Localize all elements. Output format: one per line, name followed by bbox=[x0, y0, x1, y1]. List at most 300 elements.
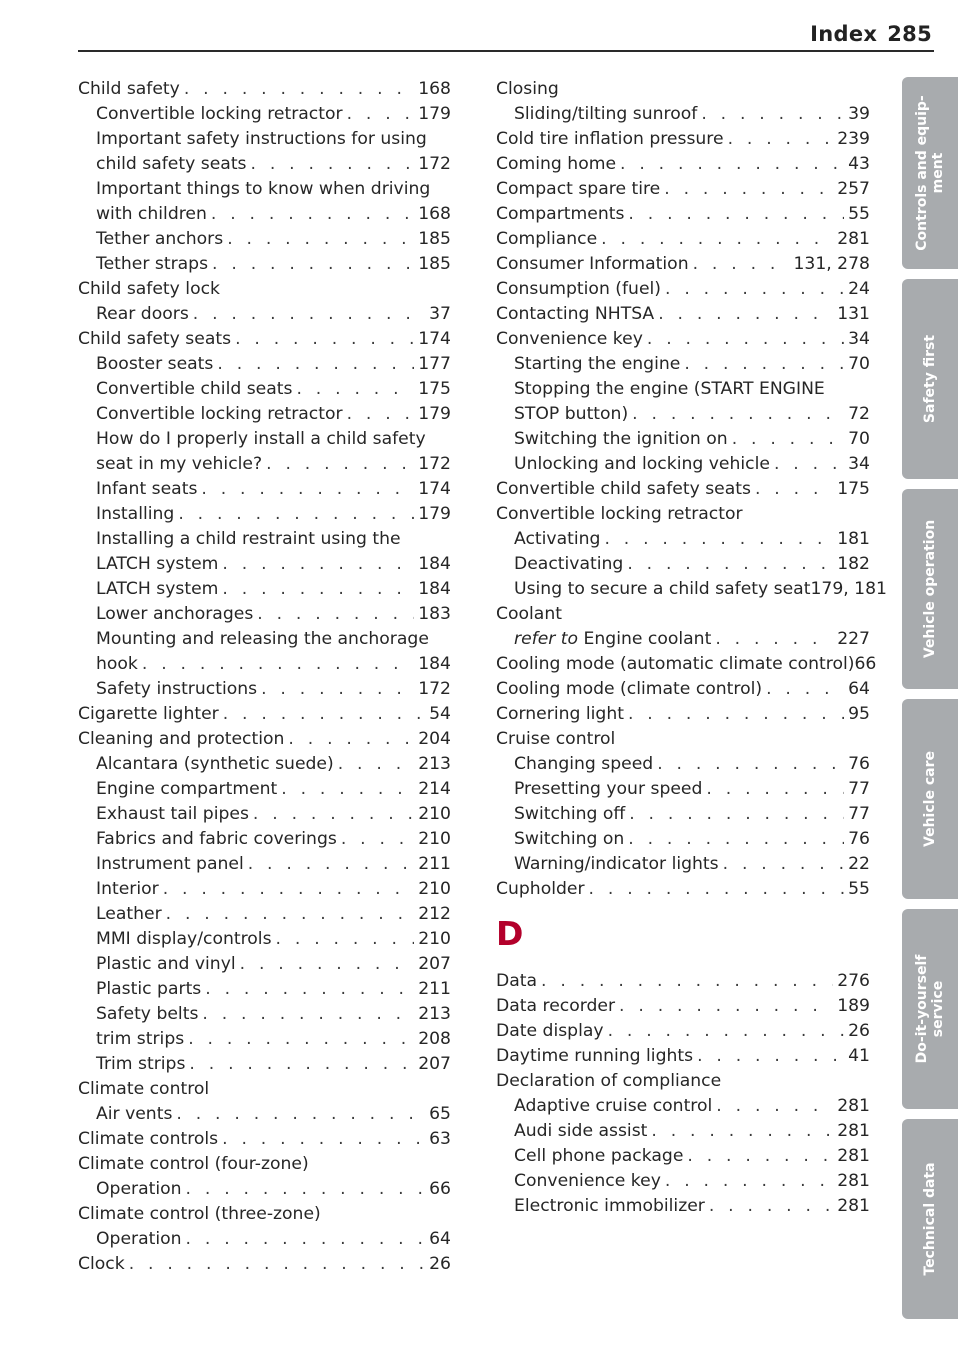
dot-leader bbox=[253, 802, 414, 827]
page-reference: 210 bbox=[418, 829, 451, 849]
page-reference: 70 bbox=[848, 429, 870, 449]
page-reference: 131, 278 bbox=[793, 254, 870, 274]
index-subentry bbox=[78, 502, 451, 527]
dot-leader bbox=[222, 552, 414, 577]
page-reference: 24 bbox=[848, 279, 870, 299]
dot-leader bbox=[709, 1194, 833, 1219]
page-reference: 95 bbox=[848, 704, 870, 724]
dot-leader bbox=[202, 1002, 414, 1027]
index-term: Cooling mode (automatic climate control) bbox=[496, 654, 855, 674]
index-subentry bbox=[78, 1027, 451, 1052]
dot-leader bbox=[341, 827, 414, 852]
index-entry bbox=[496, 727, 870, 752]
index-subentry bbox=[496, 1119, 870, 1144]
page-reference: 281 bbox=[837, 1096, 870, 1116]
index-subentry bbox=[496, 802, 870, 827]
index-entry bbox=[78, 1152, 451, 1177]
dot-leader bbox=[647, 327, 844, 352]
page-reference: 179 bbox=[418, 104, 451, 124]
index-term: Consumption (fuel) bbox=[496, 279, 662, 299]
index-subentry bbox=[78, 827, 451, 852]
index-subentry bbox=[78, 802, 451, 827]
dot-leader bbox=[347, 402, 415, 427]
index-term: Child safety seats bbox=[78, 329, 232, 349]
index-term: Mounting and releasing the anchorage bbox=[96, 629, 429, 649]
index-entry bbox=[78, 1252, 451, 1277]
index-term: Daytime running lights bbox=[496, 1046, 694, 1066]
dot-leader bbox=[658, 302, 833, 327]
index-term: Important safety instructions for using bbox=[96, 129, 427, 149]
page-reference: 41 bbox=[848, 1046, 870, 1066]
page-reference: 184 bbox=[418, 554, 451, 574]
index-subentry bbox=[78, 177, 451, 202]
index-term: Rear doors bbox=[96, 304, 189, 324]
chapter-tab-label: Safety first bbox=[922, 334, 938, 424]
page-reference: 208 bbox=[418, 1029, 451, 1049]
index-term: Compliance bbox=[496, 229, 598, 249]
index-term: Climate controls bbox=[78, 1129, 219, 1149]
index-subentry bbox=[78, 552, 451, 577]
index-term: Coolant bbox=[496, 604, 562, 624]
index-term-text: Engine coolant bbox=[578, 629, 712, 649]
index-term: Operation bbox=[96, 1179, 182, 1199]
index-term: Alcantara (synthetic suede) bbox=[96, 754, 334, 774]
dot-leader bbox=[651, 1119, 833, 1144]
index-subentry bbox=[78, 202, 451, 227]
dot-leader bbox=[657, 752, 844, 777]
index-term: child safety seats bbox=[96, 154, 247, 174]
page-reference: 204 bbox=[418, 729, 451, 749]
index-entry bbox=[78, 277, 451, 302]
index-subentry bbox=[78, 1002, 451, 1027]
page-reference: 26 bbox=[429, 1254, 451, 1274]
dot-leader bbox=[281, 777, 414, 802]
page-reference: 175 bbox=[418, 379, 451, 399]
page-reference: 213 bbox=[418, 754, 451, 774]
index-term: Air vents bbox=[96, 1104, 173, 1124]
index-subentry bbox=[496, 1194, 870, 1219]
index-subentry bbox=[496, 827, 870, 852]
index-term: Trim strips bbox=[96, 1054, 186, 1074]
index-subentry bbox=[78, 1227, 451, 1252]
index-entry bbox=[496, 602, 870, 627]
chapter-tab[interactable] bbox=[902, 1119, 958, 1319]
page-reference: 185 bbox=[418, 229, 451, 249]
index-entry bbox=[496, 1019, 870, 1044]
dot-leader bbox=[601, 227, 833, 252]
index-term: Safety belts bbox=[96, 1004, 199, 1024]
index-term: Cell phone package bbox=[514, 1146, 684, 1166]
page-reference: 22 bbox=[848, 854, 870, 874]
index-subentry bbox=[496, 1094, 870, 1119]
page-reference: 207 bbox=[418, 954, 451, 974]
index-subentry bbox=[496, 402, 870, 427]
index-entry bbox=[78, 1202, 451, 1227]
dot-leader bbox=[248, 852, 414, 877]
dot-leader bbox=[261, 677, 414, 702]
page-reference: 212 bbox=[418, 904, 451, 924]
index-entry bbox=[496, 877, 870, 902]
page-reference: 66 bbox=[429, 1179, 451, 1199]
index-term: Warning/indicator lights bbox=[514, 854, 719, 874]
dot-leader bbox=[217, 352, 414, 377]
index-entry bbox=[78, 1127, 451, 1152]
index-letter-heading: D bbox=[496, 914, 524, 953]
page-reference: 43 bbox=[848, 154, 870, 174]
dot-leader bbox=[732, 427, 844, 452]
index-term: STOP button) bbox=[514, 404, 629, 424]
index-term: Important things to know when driving bbox=[96, 179, 431, 199]
index-subentry bbox=[496, 427, 870, 452]
dot-leader bbox=[227, 227, 414, 252]
index-term: Clock bbox=[78, 1254, 125, 1274]
index-term: Contacting NHTSA bbox=[496, 304, 655, 324]
dot-leader bbox=[296, 377, 414, 402]
index-term: Electronic immobilizer bbox=[514, 1196, 705, 1216]
index-term: Convertible child seats bbox=[96, 379, 293, 399]
index-subentry bbox=[496, 752, 870, 777]
chapter-tab[interactable] bbox=[902, 77, 958, 269]
index-term: MMI display/controls bbox=[96, 929, 272, 949]
dot-leader bbox=[723, 852, 845, 877]
index-subentry bbox=[78, 752, 451, 777]
dot-leader bbox=[184, 77, 414, 102]
index-term: Engine compartment bbox=[96, 779, 278, 799]
index-term: hook bbox=[96, 654, 138, 674]
dot-leader bbox=[665, 277, 844, 302]
page-reference: 281 bbox=[837, 229, 870, 249]
index-term: Coming home bbox=[496, 154, 617, 174]
dot-leader bbox=[755, 477, 833, 502]
dot-leader bbox=[223, 702, 425, 727]
dot-leader bbox=[632, 402, 844, 427]
page-reference: 184 bbox=[418, 579, 451, 599]
page-reference: 131 bbox=[837, 304, 870, 324]
index-subentry bbox=[78, 102, 451, 127]
index-term: Cigarette lighter bbox=[78, 704, 219, 724]
index-subentry bbox=[78, 627, 451, 652]
page-reference: 77 bbox=[848, 779, 870, 799]
index-term: Fabrics and fabric coverings bbox=[96, 829, 337, 849]
index-subentry bbox=[78, 352, 451, 377]
index-term: Tether anchors bbox=[96, 229, 224, 249]
page-reference: 55 bbox=[848, 204, 870, 224]
index-subentry bbox=[496, 377, 870, 402]
chapter-tab[interactable] bbox=[902, 279, 958, 479]
dot-leader bbox=[774, 452, 844, 477]
index-entry bbox=[78, 702, 451, 727]
page-reference: 281 bbox=[837, 1171, 870, 1191]
dot-leader bbox=[664, 177, 833, 202]
dot-leader bbox=[715, 627, 833, 652]
dot-leader bbox=[684, 352, 844, 377]
index-term: Installing a child restraint using the bbox=[96, 529, 401, 549]
index-term: Cooling mode (climate control) bbox=[496, 679, 763, 699]
page-reference: 189 bbox=[837, 996, 870, 1016]
dot-leader bbox=[716, 1094, 833, 1119]
chapter-tab[interactable] bbox=[902, 489, 958, 689]
page-reference: 276 bbox=[837, 971, 870, 991]
index-subentry bbox=[78, 227, 451, 252]
index-entry bbox=[496, 227, 870, 252]
page-reference: 181 bbox=[837, 529, 870, 549]
index-subentry bbox=[78, 1052, 451, 1077]
index-term bbox=[514, 627, 711, 652]
dot-leader bbox=[766, 677, 844, 702]
index-subentry bbox=[78, 452, 451, 477]
index-subentry bbox=[78, 152, 451, 177]
page-reference: 64 bbox=[848, 679, 870, 699]
dot-leader bbox=[701, 102, 844, 127]
index-subentry bbox=[78, 652, 451, 677]
page-reference: 63 bbox=[429, 1129, 451, 1149]
index-term: Booster seats bbox=[96, 354, 214, 374]
index-entry bbox=[496, 277, 870, 302]
page-header bbox=[810, 22, 932, 46]
index-term: Convertible locking retractor bbox=[96, 404, 343, 424]
index-term: Plastic and vinyl bbox=[96, 954, 236, 974]
index-term: Cleaning and protection bbox=[78, 729, 285, 749]
page-reference: 55 bbox=[848, 879, 870, 899]
dot-leader bbox=[240, 952, 415, 977]
index-entry bbox=[496, 477, 870, 502]
page-reference: 65 bbox=[429, 1104, 451, 1124]
index-subentry bbox=[78, 477, 451, 502]
dot-leader bbox=[628, 202, 844, 227]
index-term: Compartments bbox=[496, 204, 625, 224]
index-entry bbox=[496, 177, 870, 202]
dot-leader bbox=[142, 652, 414, 677]
index-term: Cornering light bbox=[496, 704, 624, 724]
dot-leader bbox=[251, 152, 415, 177]
index-entry bbox=[78, 77, 451, 102]
index-entry bbox=[496, 1044, 870, 1069]
index-term: seat in my vehicle? bbox=[96, 454, 263, 474]
page-reference: 172 bbox=[418, 454, 451, 474]
index-subentry bbox=[78, 902, 451, 927]
page-reference: 227 bbox=[837, 629, 870, 649]
chapter-tab-label: Vehicle operation bbox=[922, 519, 938, 659]
index-entry bbox=[496, 969, 870, 994]
chapter-tab-label: Do-it-yourself service bbox=[914, 954, 946, 1064]
dot-leader bbox=[706, 777, 844, 802]
page-reference: 175 bbox=[837, 479, 870, 499]
index-term: LATCH system bbox=[96, 579, 219, 599]
page-reference: 257 bbox=[837, 179, 870, 199]
dot-leader bbox=[629, 802, 844, 827]
page-reference: 207 bbox=[418, 1054, 451, 1074]
page-reference: 54 bbox=[429, 704, 451, 724]
dot-leader bbox=[186, 1177, 426, 1202]
dot-leader bbox=[347, 102, 415, 127]
page-reference: 76 bbox=[848, 829, 870, 849]
dot-leader bbox=[205, 977, 414, 1002]
index-subentry bbox=[78, 952, 451, 977]
index-entry bbox=[78, 727, 451, 752]
index-entry bbox=[496, 127, 870, 152]
index-term: Deactivating bbox=[514, 554, 624, 574]
index-subentry bbox=[78, 927, 451, 952]
page-reference: 211 bbox=[418, 854, 451, 874]
chapter-tab-label: Controls and equip- ment bbox=[914, 95, 946, 251]
index-subentry bbox=[496, 552, 870, 577]
index-term: Safety instructions bbox=[96, 679, 258, 699]
index-entry bbox=[496, 677, 870, 702]
index-term: Cupholder bbox=[496, 879, 585, 899]
index-subentry bbox=[78, 402, 451, 427]
page-reference: 210 bbox=[418, 804, 451, 824]
index-subentry bbox=[78, 577, 451, 602]
index-entry bbox=[496, 994, 870, 1019]
dot-leader bbox=[276, 927, 415, 952]
dot-leader bbox=[693, 252, 790, 277]
index-term: Switching off bbox=[514, 804, 626, 824]
dot-leader bbox=[338, 752, 414, 777]
index-term: with children bbox=[96, 204, 207, 224]
index-column-right bbox=[496, 77, 887, 1219]
index-subentry bbox=[78, 377, 451, 402]
index-term: Climate control (four-zone) bbox=[78, 1154, 309, 1174]
index-subentry bbox=[78, 677, 451, 702]
index-term: Data recorder bbox=[496, 996, 616, 1016]
page-reference: 182 bbox=[837, 554, 870, 574]
page-reference: 183 bbox=[418, 604, 451, 624]
dot-leader bbox=[188, 1027, 414, 1052]
page-reference: 185 bbox=[418, 254, 451, 274]
index-entry bbox=[496, 652, 877, 677]
page-reference: 179 bbox=[418, 404, 451, 424]
index-subentry bbox=[496, 1169, 870, 1194]
page-reference: 179, 181 bbox=[810, 579, 887, 599]
page-reference: 281 bbox=[837, 1196, 870, 1216]
index-term-italic: refer to bbox=[514, 629, 579, 649]
index-term: How do I properly install a child safety bbox=[96, 429, 426, 449]
page-reference: 64 bbox=[429, 1229, 451, 1249]
dot-leader bbox=[541, 969, 833, 994]
dot-leader bbox=[166, 902, 415, 927]
dot-leader bbox=[201, 477, 414, 502]
page-reference: 174 bbox=[418, 329, 451, 349]
index-entry bbox=[496, 327, 870, 352]
dot-leader bbox=[186, 1227, 426, 1252]
dot-leader bbox=[728, 127, 834, 152]
page-reference: 210 bbox=[418, 879, 451, 899]
index-term: Changing speed bbox=[514, 754, 654, 774]
index-term: Convertible locking retractor bbox=[496, 504, 743, 524]
index-subentry bbox=[496, 852, 870, 877]
page-reference: 210 bbox=[418, 929, 451, 949]
index-term: Child safety bbox=[78, 79, 180, 99]
index-subentry bbox=[78, 877, 451, 902]
page-reference: 179 bbox=[418, 504, 451, 524]
dot-leader bbox=[628, 702, 844, 727]
dot-leader bbox=[212, 252, 414, 277]
page-reference: 26 bbox=[848, 1021, 870, 1041]
dot-leader bbox=[665, 1169, 833, 1194]
index-term: Convertible child safety seats bbox=[496, 479, 751, 499]
dot-leader bbox=[189, 1052, 414, 1077]
index-entry bbox=[496, 702, 870, 727]
page-reference: 174 bbox=[418, 479, 451, 499]
dot-leader bbox=[222, 577, 414, 602]
index-term: Audi side assist bbox=[514, 1121, 648, 1141]
index-subentry bbox=[496, 1144, 870, 1169]
index-term: Starting the engine bbox=[514, 354, 681, 374]
index-entry bbox=[496, 152, 870, 177]
index-subentry bbox=[78, 1102, 451, 1127]
dot-leader bbox=[193, 302, 425, 327]
index-subentry bbox=[496, 627, 870, 652]
index-term: Presetting your speed bbox=[514, 779, 703, 799]
dot-leader bbox=[608, 1019, 845, 1044]
index-term: Operation bbox=[96, 1229, 182, 1249]
chapter-tab-label: Vehicle care bbox=[922, 751, 938, 847]
header-rule bbox=[78, 50, 934, 52]
index-subentry bbox=[496, 777, 870, 802]
dot-leader bbox=[163, 877, 414, 902]
index-term: Leather bbox=[96, 904, 162, 924]
index-subentry bbox=[78, 427, 451, 452]
dot-leader bbox=[178, 502, 414, 527]
index-term: Consumer Information bbox=[496, 254, 689, 274]
page-reference: 37 bbox=[429, 304, 451, 324]
page-reference: 184 bbox=[418, 654, 451, 674]
index-subentry bbox=[78, 1177, 451, 1202]
index-term: Infant seats bbox=[96, 479, 198, 499]
index-term: Lower anchorages bbox=[96, 604, 254, 624]
dot-leader bbox=[222, 1127, 425, 1152]
dot-leader bbox=[257, 602, 414, 627]
index-subentry bbox=[78, 127, 451, 152]
page-reference: 34 bbox=[848, 454, 870, 474]
index-term: Convertible locking retractor bbox=[96, 104, 343, 124]
index-term: Activating bbox=[514, 529, 601, 549]
dot-leader bbox=[619, 994, 833, 1019]
page-reference: 168 bbox=[418, 204, 451, 224]
dot-leader bbox=[235, 327, 414, 352]
index-term: trim strips bbox=[96, 1029, 185, 1049]
page-reference: 34 bbox=[848, 329, 870, 349]
index-subentry bbox=[496, 102, 870, 127]
page-reference: 172 bbox=[418, 154, 451, 174]
index-term: Declaration of compliance bbox=[496, 1071, 722, 1091]
index-column-left bbox=[78, 77, 451, 1277]
index-term: Instrument panel bbox=[96, 854, 244, 874]
chapter-tab[interactable] bbox=[902, 909, 958, 1109]
dot-leader bbox=[604, 527, 833, 552]
index-subentry bbox=[496, 527, 870, 552]
index-term: Cruise control bbox=[496, 729, 616, 749]
page-reference: 168 bbox=[418, 79, 451, 99]
index-term: Convenience key bbox=[496, 329, 643, 349]
chapter-tab[interactable] bbox=[902, 699, 958, 899]
index-subentry bbox=[78, 527, 451, 552]
page-reference: 39 bbox=[848, 104, 870, 124]
index-term: Installing bbox=[96, 504, 175, 524]
index-subentry bbox=[78, 777, 451, 802]
index-term: Unlocking and locking vehicle bbox=[514, 454, 770, 474]
index-term: Plastic parts bbox=[96, 979, 202, 999]
index-term: Date display bbox=[496, 1021, 604, 1041]
page-reference: 281 bbox=[837, 1121, 870, 1141]
page-reference: 77 bbox=[848, 804, 870, 824]
section-title: Index bbox=[810, 22, 878, 46]
dot-leader bbox=[211, 202, 414, 227]
index-subentry bbox=[496, 352, 870, 377]
dot-leader bbox=[620, 152, 844, 177]
page-reference: 70 bbox=[848, 354, 870, 374]
index-term: Climate control (three-zone) bbox=[78, 1204, 321, 1224]
